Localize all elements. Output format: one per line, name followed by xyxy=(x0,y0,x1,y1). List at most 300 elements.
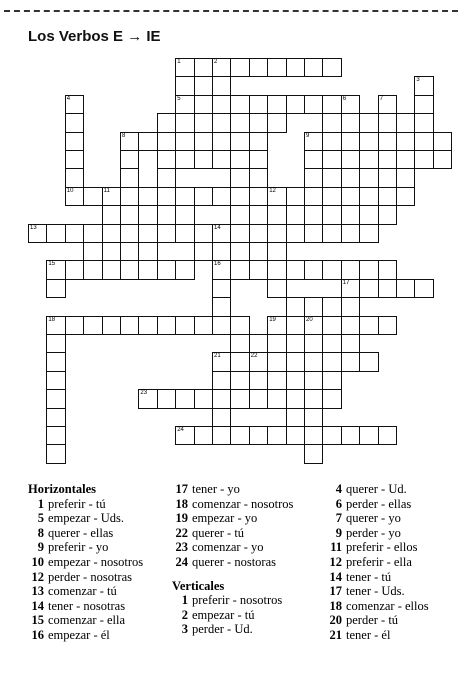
grid-cell[interactable] xyxy=(322,150,341,169)
grid-cell[interactable] xyxy=(249,426,268,445)
clue-item xyxy=(172,622,293,637)
grid-cell[interactable] xyxy=(414,150,433,169)
cell-number: 12 xyxy=(269,187,276,194)
grid-cell[interactable] xyxy=(396,279,415,298)
grid-cell[interactable] xyxy=(322,371,341,390)
clue-number: 9 xyxy=(37,540,44,555)
grid-cell[interactable] xyxy=(230,187,249,206)
grid-cell[interactable] xyxy=(322,316,341,335)
grid-cell[interactable] xyxy=(378,187,397,206)
grid-cell[interactable] xyxy=(175,58,194,77)
grid-cell[interactable] xyxy=(157,260,176,279)
grid-cell[interactable] xyxy=(359,132,378,151)
grid-cell[interactable] xyxy=(359,224,378,243)
grid-cell[interactable] xyxy=(341,297,360,316)
grid-cell[interactable] xyxy=(267,352,286,371)
grid-cell[interactable] xyxy=(138,187,157,206)
grid-cell[interactable] xyxy=(249,187,268,206)
grid-cell[interactable] xyxy=(267,316,286,335)
grid-cell[interactable] xyxy=(341,260,360,279)
grid-cell[interactable] xyxy=(120,205,139,224)
grid-cell[interactable] xyxy=(138,224,157,243)
clue-item xyxy=(28,555,143,570)
grid-cell[interactable] xyxy=(396,150,415,169)
grid-cell[interactable] xyxy=(286,187,305,206)
grid-cell[interactable] xyxy=(414,279,433,298)
grid-cell[interactable] xyxy=(304,389,323,408)
clue-item xyxy=(326,584,429,599)
grid-cell[interactable] xyxy=(341,352,360,371)
grid-cell[interactable] xyxy=(194,95,213,114)
grid-cell[interactable] xyxy=(212,224,231,243)
grid-cell[interactable] xyxy=(304,95,323,114)
grid-cell[interactable] xyxy=(46,371,65,390)
grid-cell[interactable] xyxy=(65,132,84,151)
grid-cell[interactable] xyxy=(267,242,286,261)
grid-cell[interactable] xyxy=(304,352,323,371)
grid-cell[interactable] xyxy=(212,242,231,261)
grid-cell[interactable] xyxy=(414,95,433,114)
grid-cell[interactable] xyxy=(249,352,268,371)
grid-cell[interactable] xyxy=(194,389,213,408)
grid-cell[interactable] xyxy=(304,316,323,335)
grid-cell[interactable] xyxy=(120,260,139,279)
clue-item xyxy=(326,540,429,555)
grid-cell[interactable] xyxy=(267,426,286,445)
clue-number: 9 xyxy=(335,525,342,540)
grid-cell[interactable] xyxy=(322,352,341,371)
grid-cell[interactable] xyxy=(212,260,231,279)
grid-cell[interactable] xyxy=(175,150,194,169)
grid-cell[interactable] xyxy=(378,260,397,279)
grid-cell[interactable] xyxy=(102,224,121,243)
grid-cell[interactable] xyxy=(341,150,360,169)
grid-cell[interactable] xyxy=(46,352,65,371)
grid-cell[interactable] xyxy=(433,132,452,151)
clue-text: preferir - ella xyxy=(346,554,412,569)
clue-number: 2 xyxy=(181,607,188,622)
grid-cell[interactable] xyxy=(304,426,323,445)
grid-cell[interactable] xyxy=(102,187,121,206)
grid-cell[interactable] xyxy=(341,334,360,353)
grid-cell[interactable] xyxy=(46,426,65,445)
grid-cell[interactable] xyxy=(286,95,305,114)
grid-cell[interactable] xyxy=(194,132,213,151)
grid-cell[interactable] xyxy=(230,224,249,243)
grid-cell[interactable] xyxy=(212,297,231,316)
clue-number: 13 xyxy=(31,584,44,599)
grid-cell[interactable] xyxy=(28,224,47,243)
grid-cell[interactable] xyxy=(341,187,360,206)
grid-cell[interactable] xyxy=(341,132,360,151)
grid-cell[interactable] xyxy=(304,444,323,463)
grid-cell[interactable] xyxy=(194,426,213,445)
clue-item xyxy=(172,593,293,608)
grid-cell[interactable] xyxy=(65,168,84,187)
grid-cell[interactable] xyxy=(304,132,323,151)
clue-item xyxy=(326,497,429,512)
grid-cell[interactable] xyxy=(138,389,157,408)
grid-cell[interactable] xyxy=(65,95,84,114)
clue-item xyxy=(172,526,293,541)
clue-number: 18 xyxy=(329,598,342,613)
cell-number: 5 xyxy=(177,95,181,102)
grid-cell[interactable] xyxy=(322,58,341,77)
grid-cell[interactable] xyxy=(341,279,360,298)
cell-number: 21 xyxy=(214,353,221,360)
grid-cell[interactable] xyxy=(138,316,157,335)
grid-cell[interactable] xyxy=(249,95,268,114)
grid-cell[interactable] xyxy=(304,408,323,427)
clue-number: 12 xyxy=(31,569,44,584)
clue-item xyxy=(326,570,429,585)
grid-cell[interactable] xyxy=(175,95,194,114)
grid-cell[interactable] xyxy=(212,316,231,335)
grid-cell[interactable] xyxy=(212,426,231,445)
grid-cell[interactable] xyxy=(341,95,360,114)
clue-item xyxy=(326,511,429,526)
grid-cell[interactable] xyxy=(249,334,268,353)
grid-cell[interactable] xyxy=(249,150,268,169)
grid-cell[interactable] xyxy=(396,113,415,132)
grid-cell[interactable] xyxy=(267,371,286,390)
grid-cell[interactable] xyxy=(359,316,378,335)
grid-cell[interactable] xyxy=(378,132,397,151)
grid-cell[interactable] xyxy=(175,205,194,224)
grid-cell[interactable] xyxy=(120,132,139,151)
grid-cell[interactable] xyxy=(83,316,102,335)
grid-cell[interactable] xyxy=(341,205,360,224)
grid-cell[interactable] xyxy=(194,187,213,206)
grid-cell[interactable] xyxy=(249,113,268,132)
grid-cell[interactable] xyxy=(120,224,139,243)
grid-cell[interactable] xyxy=(359,352,378,371)
clue-text: empezar - él xyxy=(48,627,110,642)
grid-cell[interactable] xyxy=(120,316,139,335)
grid-cell[interactable] xyxy=(267,205,286,224)
grid-cell[interactable] xyxy=(304,297,323,316)
grid-cell[interactable] xyxy=(194,58,213,77)
grid-cell[interactable] xyxy=(120,187,139,206)
grid-cell[interactable] xyxy=(212,371,231,390)
clue-number: 4 xyxy=(335,482,342,496)
grid-cell[interactable] xyxy=(359,260,378,279)
grid-cell[interactable] xyxy=(175,187,194,206)
grid-cell[interactable] xyxy=(46,316,65,335)
grid-cell[interactable] xyxy=(359,426,378,445)
grid-cell[interactable] xyxy=(304,205,323,224)
grid-cell[interactable] xyxy=(267,58,286,77)
grid-cell[interactable] xyxy=(341,168,360,187)
clue-item xyxy=(28,511,143,526)
cell-number: 15 xyxy=(48,261,56,268)
clue-number: 24 xyxy=(175,554,188,569)
clue-number: 17 xyxy=(175,482,188,496)
grid-cell[interactable] xyxy=(322,113,341,132)
grid-cell[interactable] xyxy=(249,168,268,187)
grid-cell[interactable] xyxy=(46,444,65,463)
grid-cell[interactable] xyxy=(175,132,194,151)
grid-cell[interactable] xyxy=(286,426,305,445)
cell-number: 22 xyxy=(250,353,258,360)
clue-text: querer - tú xyxy=(192,525,245,540)
grid-cell[interactable] xyxy=(120,150,139,169)
grid-cell[interactable] xyxy=(267,224,286,243)
grid-cell[interactable] xyxy=(212,187,231,206)
grid-cell[interactable] xyxy=(230,389,249,408)
grid-cell[interactable] xyxy=(175,260,194,279)
grid-cell[interactable] xyxy=(157,205,176,224)
grid-cell[interactable] xyxy=(102,205,121,224)
grid-cell[interactable] xyxy=(230,205,249,224)
grid-cell[interactable] xyxy=(249,371,268,390)
cell-number: 3 xyxy=(416,77,420,84)
cell-number: 1 xyxy=(177,59,181,65)
grid-cell[interactable] xyxy=(286,316,305,335)
grid-cell[interactable] xyxy=(286,408,305,427)
grid-cell[interactable] xyxy=(175,224,194,243)
grid-cell[interactable] xyxy=(378,150,397,169)
grid-cell[interactable] xyxy=(267,389,286,408)
grid-cell[interactable] xyxy=(249,389,268,408)
grid-cell[interactable] xyxy=(414,76,433,95)
grid-cell[interactable] xyxy=(83,260,102,279)
grid-cell[interactable] xyxy=(249,58,268,77)
grid-cell[interactable] xyxy=(267,334,286,353)
grid-cell[interactable] xyxy=(212,352,231,371)
grid-cell[interactable] xyxy=(341,316,360,335)
grid-cell[interactable] xyxy=(359,113,378,132)
clue-item xyxy=(28,628,143,643)
grid-cell[interactable] xyxy=(46,334,65,353)
clue-item xyxy=(172,511,293,526)
grid-cell[interactable] xyxy=(304,334,323,353)
clue-item xyxy=(326,599,429,614)
grid-cell[interactable] xyxy=(304,260,323,279)
grid-cell[interactable] xyxy=(230,260,249,279)
grid-cell[interactable] xyxy=(359,150,378,169)
grid-cell[interactable] xyxy=(175,316,194,335)
grid-cell[interactable] xyxy=(414,132,433,151)
cell-number: 2 xyxy=(214,59,218,65)
grid-cell[interactable] xyxy=(396,132,415,151)
grid-cell[interactable] xyxy=(230,242,249,261)
grid-cell[interactable] xyxy=(212,389,231,408)
grid-cell[interactable] xyxy=(138,260,157,279)
grid-cell[interactable] xyxy=(286,297,305,316)
clue-number: 22 xyxy=(175,525,188,540)
grid-cell[interactable] xyxy=(138,205,157,224)
grid-cell[interactable] xyxy=(194,242,213,261)
grid-cell[interactable] xyxy=(46,389,65,408)
grid-cell[interactable] xyxy=(46,279,65,298)
clue-text: preferir - ellos xyxy=(346,540,418,555)
grid-cell[interactable] xyxy=(322,389,341,408)
grid-cell[interactable] xyxy=(322,426,341,445)
grid-cell[interactable] xyxy=(359,205,378,224)
grid-cell[interactable] xyxy=(157,168,176,187)
grid-cell[interactable] xyxy=(102,260,121,279)
grid-cell[interactable] xyxy=(230,113,249,132)
grid-cell[interactable] xyxy=(212,279,231,298)
grid-cell[interactable] xyxy=(175,389,194,408)
grid-cell[interactable] xyxy=(83,224,102,243)
grid-cell[interactable] xyxy=(286,389,305,408)
grid-cell[interactable] xyxy=(65,113,84,132)
grid-cell[interactable] xyxy=(322,297,341,316)
grid-cell[interactable] xyxy=(157,132,176,151)
grid-cell[interactable] xyxy=(212,95,231,114)
grid-cell[interactable] xyxy=(212,132,231,151)
grid-cell[interactable] xyxy=(65,316,84,335)
grid-cell[interactable] xyxy=(175,76,194,95)
grid-cell[interactable] xyxy=(249,242,268,261)
grid-cell[interactable] xyxy=(286,205,305,224)
grid-cell[interactable] xyxy=(396,168,415,187)
grid-cell[interactable] xyxy=(175,113,194,132)
grid-cell[interactable] xyxy=(194,113,213,132)
clue-text: comenzar - nosotros xyxy=(192,496,294,511)
grid-cell[interactable] xyxy=(304,58,323,77)
grid-cell[interactable] xyxy=(286,352,305,371)
clue-number: 7 xyxy=(335,511,342,526)
grid-cell[interactable] xyxy=(322,260,341,279)
clue-text: empezar - yo xyxy=(192,511,258,526)
grid-cell[interactable] xyxy=(359,279,378,298)
grid-cell[interactable] xyxy=(341,224,360,243)
grid-cell[interactable] xyxy=(212,76,231,95)
grid-cell[interactable] xyxy=(304,187,323,206)
grid-cell[interactable] xyxy=(286,58,305,77)
clue-text: tener - Uds. xyxy=(346,584,405,599)
grid-cell[interactable] xyxy=(46,224,65,243)
grid-cell[interactable] xyxy=(120,242,139,261)
puzzle-title: Los Verbos E → IE xyxy=(28,28,161,45)
cell-number: 9 xyxy=(306,132,310,139)
grid-cell[interactable] xyxy=(378,168,397,187)
grid-cell[interactable] xyxy=(378,113,397,132)
clue-text: comenzar - ella xyxy=(48,613,126,628)
grid-cell[interactable] xyxy=(304,224,323,243)
grid-cell[interactable] xyxy=(322,187,341,206)
grid-cell[interactable] xyxy=(414,113,433,132)
grid-cell[interactable] xyxy=(304,168,323,187)
grid-cell[interactable] xyxy=(249,260,268,279)
grid-cell[interactable] xyxy=(267,279,286,298)
grid-cell[interactable] xyxy=(230,334,249,353)
clue-number: 21 xyxy=(329,627,342,642)
grid-cell[interactable] xyxy=(286,260,305,279)
grid-cell[interactable] xyxy=(267,187,286,206)
cell-number: 16 xyxy=(214,261,221,268)
grid-cell[interactable] xyxy=(175,426,194,445)
grid-cell[interactable] xyxy=(378,316,397,335)
clue-text: preferir - tú xyxy=(48,496,106,511)
grid-cell[interactable] xyxy=(249,224,268,243)
clue-text: querer - Ud. xyxy=(346,482,407,496)
grid-cell[interactable] xyxy=(230,150,249,169)
grid-cell[interactable] xyxy=(359,187,378,206)
cell-number: 10 xyxy=(66,187,74,194)
grid-cell[interactable] xyxy=(322,95,341,114)
grid-cell[interactable] xyxy=(286,371,305,390)
grid-cell[interactable] xyxy=(157,113,176,132)
grid-cell[interactable] xyxy=(194,150,213,169)
clue-item xyxy=(28,526,143,541)
grid-cell[interactable] xyxy=(157,389,176,408)
clue-column-2 xyxy=(172,482,293,637)
grid-cell[interactable] xyxy=(304,371,323,390)
grid-cell[interactable] xyxy=(322,224,341,243)
grid-cell[interactable] xyxy=(230,168,249,187)
grid-cell[interactable] xyxy=(267,260,286,279)
grid-cell[interactable] xyxy=(194,316,213,335)
grid-cell[interactable] xyxy=(304,150,323,169)
grid-cell[interactable] xyxy=(249,132,268,151)
grid-cell[interactable] xyxy=(286,224,305,243)
grid-cell[interactable] xyxy=(230,371,249,390)
grid-cell[interactable] xyxy=(230,426,249,445)
grid-cell[interactable] xyxy=(157,150,176,169)
grid-cell[interactable] xyxy=(212,150,231,169)
grid-cell[interactable] xyxy=(194,224,213,243)
grid-cell[interactable] xyxy=(378,95,397,114)
grid-cell[interactable] xyxy=(341,426,360,445)
grid-cell[interactable] xyxy=(157,187,176,206)
cell-number: 17 xyxy=(342,279,350,286)
grid-cell[interactable] xyxy=(341,113,360,132)
grid-cell[interactable] xyxy=(83,242,102,261)
grid-cell[interactable] xyxy=(230,316,249,335)
grid-cell[interactable] xyxy=(102,316,121,335)
grid-cell[interactable] xyxy=(378,205,397,224)
grid-cell[interactable] xyxy=(322,205,341,224)
grid-cell[interactable] xyxy=(267,113,286,132)
grid-cell[interactable] xyxy=(157,224,176,243)
grid-cell[interactable] xyxy=(138,132,157,151)
grid-cell[interactable] xyxy=(46,408,65,427)
clue-text: tener - tú xyxy=(346,569,392,584)
grid-cell[interactable] xyxy=(230,58,249,77)
grid-cell[interactable] xyxy=(157,316,176,335)
grid-cell[interactable] xyxy=(267,95,286,114)
grid-cell[interactable] xyxy=(65,187,84,206)
cell-number: 11 xyxy=(103,187,110,194)
grid-cell[interactable] xyxy=(396,187,415,206)
grid-cell[interactable] xyxy=(65,224,84,243)
grid-cell[interactable] xyxy=(138,242,157,261)
grid-cell[interactable] xyxy=(286,334,305,353)
grid-cell[interactable] xyxy=(230,132,249,151)
clue-item xyxy=(172,497,293,512)
grid-cell[interactable] xyxy=(46,260,65,279)
grid-cell[interactable] xyxy=(65,260,84,279)
grid-cell[interactable] xyxy=(102,242,121,261)
grid-cell[interactable] xyxy=(322,334,341,353)
grid-cell[interactable] xyxy=(378,279,397,298)
grid-cell[interactable] xyxy=(83,187,102,206)
grid-cell[interactable] xyxy=(212,408,231,427)
grid-cell[interactable] xyxy=(230,95,249,114)
grid-cell[interactable] xyxy=(378,426,397,445)
clue-number: 18 xyxy=(175,496,188,511)
grid-cell[interactable] xyxy=(433,150,452,169)
grid-cell[interactable] xyxy=(212,113,231,132)
grid-cell[interactable] xyxy=(322,132,341,151)
grid-cell[interactable] xyxy=(212,58,231,77)
grid-cell[interactable] xyxy=(120,168,139,187)
grid-cell[interactable] xyxy=(65,150,84,169)
